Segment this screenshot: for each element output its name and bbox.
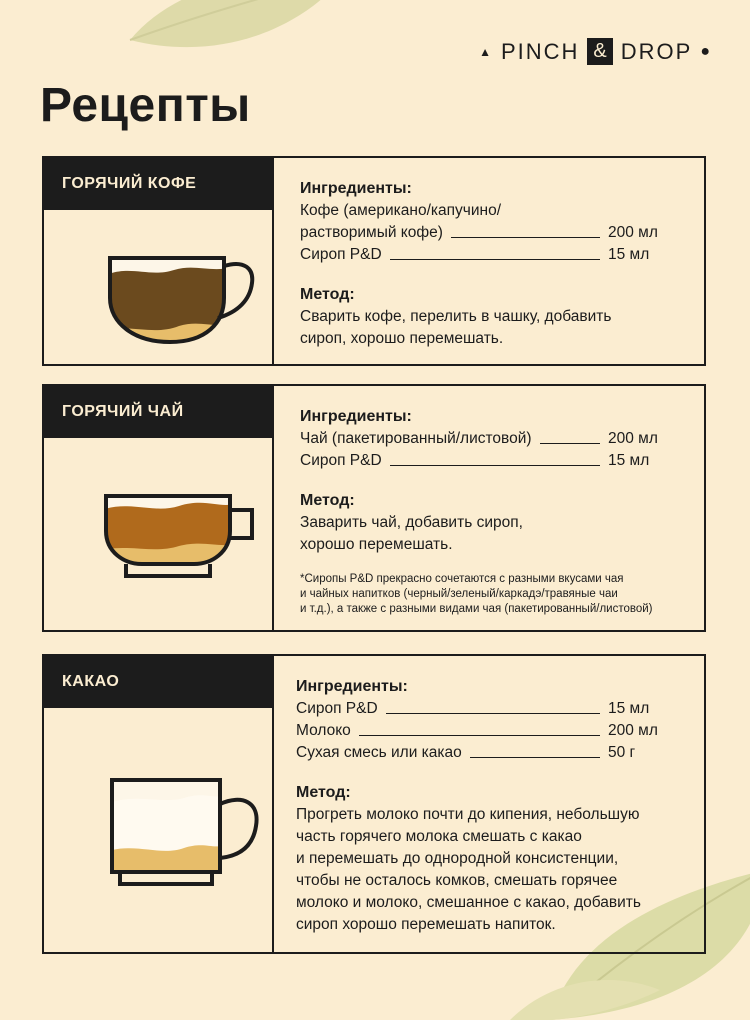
ingredients-heading: Ингредиенты: [300,408,412,425]
recipe-content [300,178,664,350]
cocoa-mug-icon [44,772,272,892]
method-line: чтобы не осталось комков, смешать горячее [296,872,618,889]
ingredient-row [300,450,664,472]
ingredient-name: Сироп P&D [296,700,378,717]
recipe-card-left-panel [44,158,274,364]
recipe-card-tea [42,384,706,632]
recipe-title: ГОРЯЧИЙ ЧАЙ [44,386,272,438]
recipe-card-coffee [42,156,706,366]
ingredient-row [300,244,664,266]
leader-line [470,757,600,758]
method-line: молоко и молоко, смешанное с какао, добавить [296,894,641,911]
method-line: Сварить кофе, перелить в чашку, добавить [300,308,612,325]
ingredient-row [296,720,664,742]
ingredients-heading: Ингредиенты: [300,180,412,197]
method-heading: Метод: [296,784,351,801]
method-line: хорошо перемешать. [300,536,453,553]
ingredient-row [296,742,664,764]
ingredient-name: растворимый кофе) [300,224,443,241]
leader-line [451,237,600,238]
ingredient-amount: 200 мл [608,722,658,739]
recipe-content [296,676,664,936]
footnote-line: и т.д.), а также с разными видами чая (пакетированный/листовой) [300,603,653,615]
ingredient-amount: 15 мл [608,246,650,263]
method-heading: Метод: [300,286,355,303]
ingredients-heading: Ингредиенты: [296,678,408,695]
ingredient-name: Чай (пакетированный/листовой) [300,430,532,447]
ingredient-amount: 50 г [608,744,636,761]
brand-name-right: DROP [620,38,693,64]
method-heading: Метод: [300,492,355,509]
recipe-title: ГОРЯЧИЙ КОФЕ [44,158,272,210]
ingredient-name: Сироп P&D [300,246,382,263]
brand-ampersand: & [587,38,612,65]
ingredient-name: Кофе (американо/капучино/ [300,202,502,219]
method-line: часть горячего молока смешать с какао [296,828,582,845]
leader-line [390,259,600,260]
page-title: Рецепты [40,79,251,132]
footnote-line: *Сиропы P&D прекрасно сочетаются с разными вкусами чая [300,573,624,585]
method-line: сироп, хорошо перемешать. [300,330,504,347]
leaf-decoration-top [120,0,350,60]
brand-logo [479,38,712,65]
recipe-content [300,406,664,617]
ingredient-row [300,222,664,244]
recipe-card-cocoa [42,654,706,954]
leader-line [390,465,600,466]
method-line: и перемешать до однородной консистенции, [296,850,619,867]
footnote [300,572,664,617]
ingredient-name: Сухая смесь или какао [296,744,462,761]
method-line: Заварить чай, добавить сироп, [300,514,523,531]
ingredient-amount: 15 мл [608,452,650,469]
method-line: сироп хорошо перемешать напиток. [296,916,556,933]
brand-name-left: PINCH [500,38,580,64]
triangle-icon: ▲ [479,44,493,59]
recipe-card-left-panel [44,656,274,952]
ingredient-row [300,428,664,450]
footnote-line: и чайных напитков (черный/зеленый/каркадэ/травяные чаи [300,588,618,600]
leader-line [540,443,600,444]
ingredient-amount: 15 мл [608,700,650,717]
leader-line [386,713,600,714]
recipe-title: КАКАО [44,656,272,708]
ingredient-amount: 200 мл [608,430,658,447]
ingredient-amount: 200 мл [608,224,658,241]
tea-cup-icon [44,486,272,586]
method-line: Прогреть молоко почти до кипения, небольшую [296,806,640,823]
recipe-card-left-panel [44,386,274,630]
ingredient-row [296,698,664,720]
coffee-cup-icon [44,238,272,348]
dot-icon: ● [700,42,712,60]
leader-line [359,735,600,736]
ingredient-name: Сироп P&D [300,452,382,469]
ingredient-name: Молоко [296,722,351,739]
